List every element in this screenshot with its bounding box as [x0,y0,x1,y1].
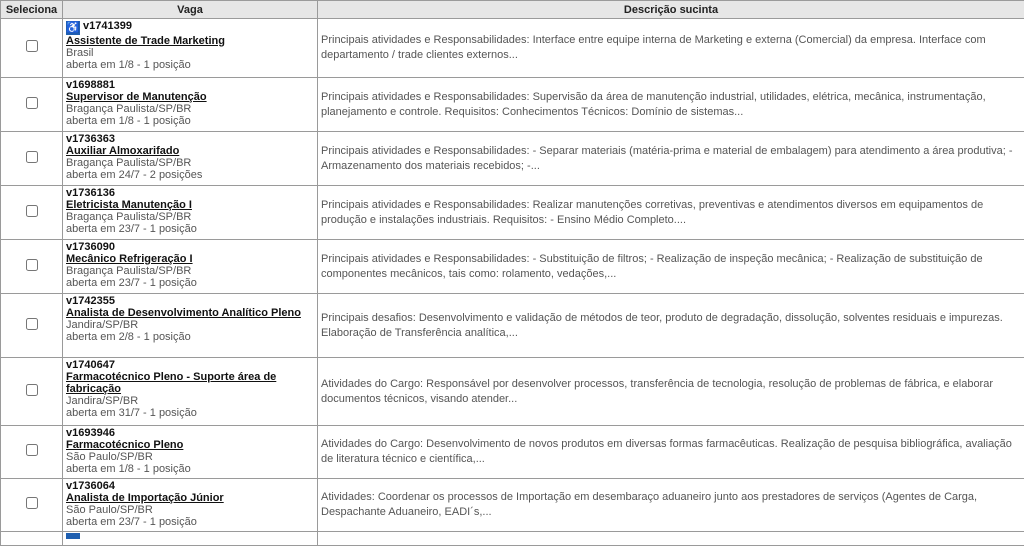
select-checkbox[interactable] [26,444,38,456]
table-row [1,426,1024,479]
job-opened: aberta em 1/8 - 1 posição [66,59,314,71]
job-opened: aberta em 24/7 - 2 posições [66,169,314,181]
job-code: v1741399 [83,20,132,32]
wheelchair-icon: ♿ [66,21,80,35]
job-location: Bragança Paulista/SP/BR [66,157,314,169]
job-title-link[interactable]: Mecânico Refrigeração I [66,253,314,265]
header-description: Descrição sucinta [318,1,1024,19]
job-location: Brasil [66,47,314,59]
header-vaga: Vaga [63,1,318,19]
job-description: Principais atividades e Responsabilidades: Interface entre equipe interna de Marketing e externa (Comercial) da empresa. Interface com departamento / trade clientes externos... [318,19,1024,78]
select-checkbox[interactable] [26,40,38,52]
job-code: v1698881 [66,79,314,91]
job-code: v1740647 [66,359,314,371]
job-location: São Paulo/SP/BR [66,504,314,516]
select-checkbox[interactable] [26,97,38,109]
select-checkbox[interactable] [26,205,38,217]
select-checkbox[interactable] [26,497,38,509]
table-row [1,78,1024,132]
job-description: Principais atividades e Responsabilidades: - Substituição de filtros; - Realização de inspeção mecânica; - Realização de substituição de componentes mecânicos, tais como: rolamento, vedações,... [318,240,1024,294]
job-title-link[interactable]: Auxiliar Almoxarifado [66,145,314,157]
job-title-link[interactable]: Eletricista Manutenção I [66,199,314,211]
job-opened: aberta em 23/7 - 1 posição [66,277,314,289]
job-opened: aberta em 1/8 - 1 posição [66,115,314,127]
select-checkbox[interactable] [26,318,38,330]
job-title-link[interactable]: Farmacotécnico Pleno - Suporte área de fabricação [66,371,314,395]
job-description: Principais atividades e Responsabilidades: Supervisão da área de manutenção industrial, utilidades, elétrica, mecânica, instrumentação, planejamento e controle. Requisitos: Conhecimentos Técnicos: Domínio de sistemas... [318,78,1024,132]
select-checkbox[interactable] [26,151,38,163]
job-description: Atividades do Cargo: Responsável por desenvolver processos, transferência de tecnologia, resolução de problemas de fábrica, e elaborar documentos técnicos, visando atender... [318,358,1024,426]
job-location: Jandira/SP/BR [66,319,314,331]
job-description: Atividades do Cargo: Desenvolvimento de novos produtos em diversas formas farmacêuticas. Realização de pesquisa bibliográfica, avaliação de literatura técnico e científica,... [318,426,1024,479]
table-header-row [1,1,1024,19]
job-code: v1736363 [66,133,314,145]
job-code: v1736090 [66,241,314,253]
job-location: Bragança Paulista/SP/BR [66,265,314,277]
select-checkbox[interactable] [26,259,38,271]
wheelchair-icon [66,533,80,539]
table-row [1,358,1024,426]
job-title-link[interactable]: Farmacotécnico Pleno [66,439,314,451]
job-title-link[interactable]: Supervisor de Manutenção [66,91,314,103]
table-row [1,132,1024,186]
job-description: Principais atividades e Responsabilidades: Realizar manutenções corretivas, preventivas e atendimentos diversos em equipamentos de produção e instalações industriais. Requisitos: - Ensino Médio Completo.... [318,186,1024,240]
job-title-link[interactable]: Assistente de Trade Marketing [66,35,314,47]
table-row [1,240,1024,294]
job-location: Bragança Paulista/SP/BR [66,103,314,115]
table-row [1,19,1024,78]
job-opened: aberta em 31/7 - 1 posição [66,407,314,419]
job-opened: aberta em 23/7 - 1 posição [66,516,314,528]
table-row [1,186,1024,240]
job-code: v1736064 [66,480,314,492]
table-row [1,294,1024,358]
select-checkbox[interactable] [26,384,38,396]
header-select: Seleciona [1,1,63,19]
job-location: São Paulo/SP/BR [66,451,314,463]
job-opened: aberta em 2/8 - 1 posição [66,331,314,343]
job-description: Principais atividades e Responsabilidades: - Separar materiais (matéria-prima e material de embalagem) para atendimento a área produtiva; - Armazenamento dos materiais recebidos; -... [318,132,1024,186]
job-code: v1693946 [66,427,314,439]
table-row [1,479,1024,532]
job-location: Jandira/SP/BR [66,395,314,407]
job-code: v1736136 [66,187,314,199]
job-location: Bragança Paulista/SP/BR [66,211,314,223]
job-title-link[interactable]: Analista de Desenvolvimento Analítico Pleno [66,307,314,319]
job-code: v1742355 [66,295,314,307]
job-description: Principais desafios: Desenvolvimento e validação de métodos de teor, produto de degradação, dissolução, solventes residuais e impurezas. Elaboração de Transferência analítica,... [318,294,1024,358]
job-description: Atividades: Coordenar os processos de Importação em desembaraço aduaneiro junto aos prestadores de serviços (Agentes de Carga, Despachante Aduaneiro, EADI´s,... [318,479,1024,532]
job-opened: aberta em 23/7 - 1 posição [66,223,314,235]
job-opened: aberta em 1/8 - 1 posição [66,463,314,475]
job-title-link[interactable]: Analista de Importação Júnior [66,492,314,504]
